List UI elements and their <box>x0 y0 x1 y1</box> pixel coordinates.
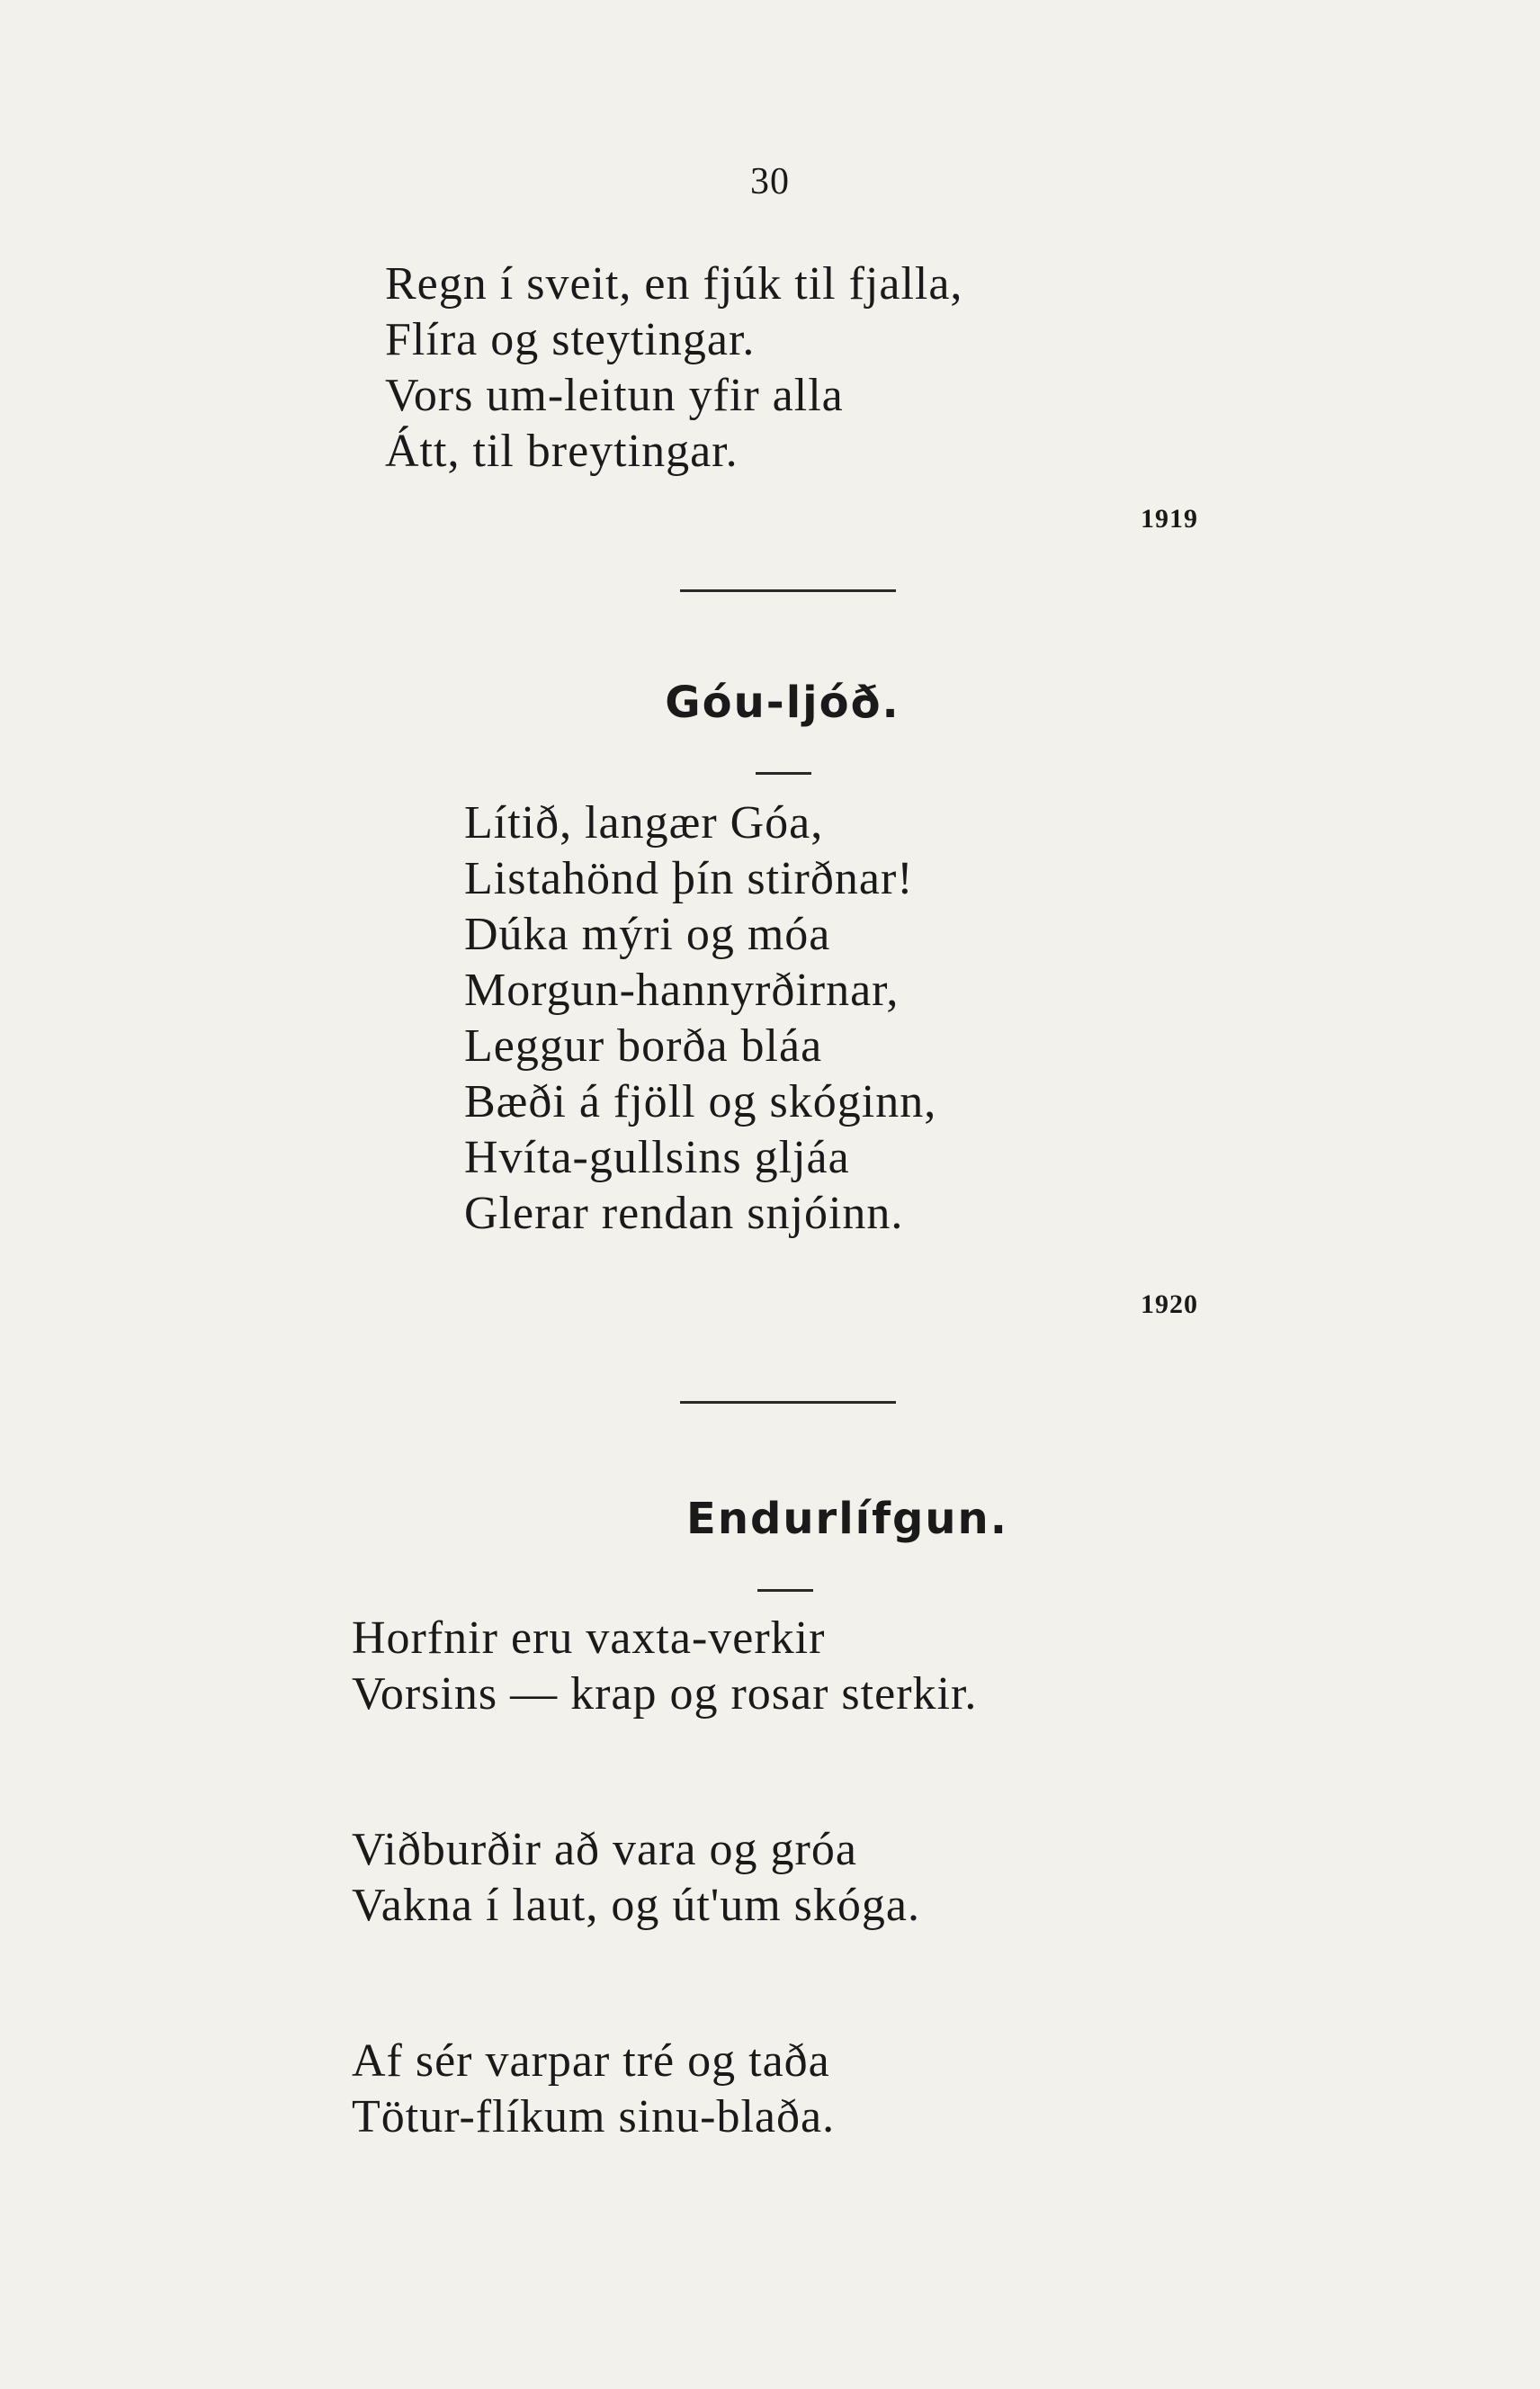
section-divider <box>680 589 896 592</box>
poem-2-line: Morgun-hannyrðirnar, <box>464 965 900 1016</box>
poem-3-title: Endurlífgun. <box>686 1494 1008 1544</box>
poem-1-line: Átt, til breytingar. <box>385 426 739 477</box>
poem-1-line: Vors um-leitun yfir alla <box>385 370 844 421</box>
poem-3-line: Af sér varpar tré og taða <box>352 2035 830 2087</box>
poem-2-line: Listahönd þín stirðnar! <box>464 853 914 904</box>
poem-3-stanza <box>352 1611 977 1722</box>
poem-2-line: Bæði á fjöll og skóginn, <box>464 1076 937 1127</box>
poem-1-line: Flíra og steytingar. <box>385 314 756 365</box>
poem-3-line: Viðburðir að vara og gróa <box>352 1824 857 1875</box>
poem-1-line: Regn í sveit, en fjúk til fjalla, <box>385 258 963 310</box>
poem-2-year: 1920 <box>1141 1289 1198 1319</box>
title-underline <box>757 1589 813 1592</box>
poem-2-line: Hvíta-gullsins gljáa <box>464 1132 850 1183</box>
section-divider <box>680 1401 896 1404</box>
poem-2-stanza <box>464 795 936 1242</box>
poem-3-stanza <box>352 1822 920 1934</box>
poem-3-stanza <box>352 2034 835 2145</box>
poem-2-line: Lítið, langær Góa, <box>464 797 824 849</box>
poem-2-line: Glerar rendan snjóinn. <box>464 1188 904 1239</box>
poem-2-line: Dúka mýri og móa <box>464 909 831 960</box>
poem-3-line: Vorsins — krap og rosar sterkir. <box>352 1668 978 1720</box>
poem-3-line: Tötur-flíkum sinu-blaða. <box>352 2091 836 2142</box>
title-underline <box>756 772 811 775</box>
poem-1-year: 1919 <box>1141 504 1198 534</box>
poem-1-stanza <box>385 256 962 480</box>
poem-3-line: Horfnir eru vaxta-verkir <box>352 1612 826 1664</box>
poem-3-line: Vakna í laut, og út'um skóga. <box>352 1880 920 1931</box>
page-number: 30 <box>750 161 790 202</box>
poem-2-title: Góu-ljóð. <box>665 678 900 728</box>
poem-2-line: Leggur borða bláa <box>464 1020 823 1072</box>
